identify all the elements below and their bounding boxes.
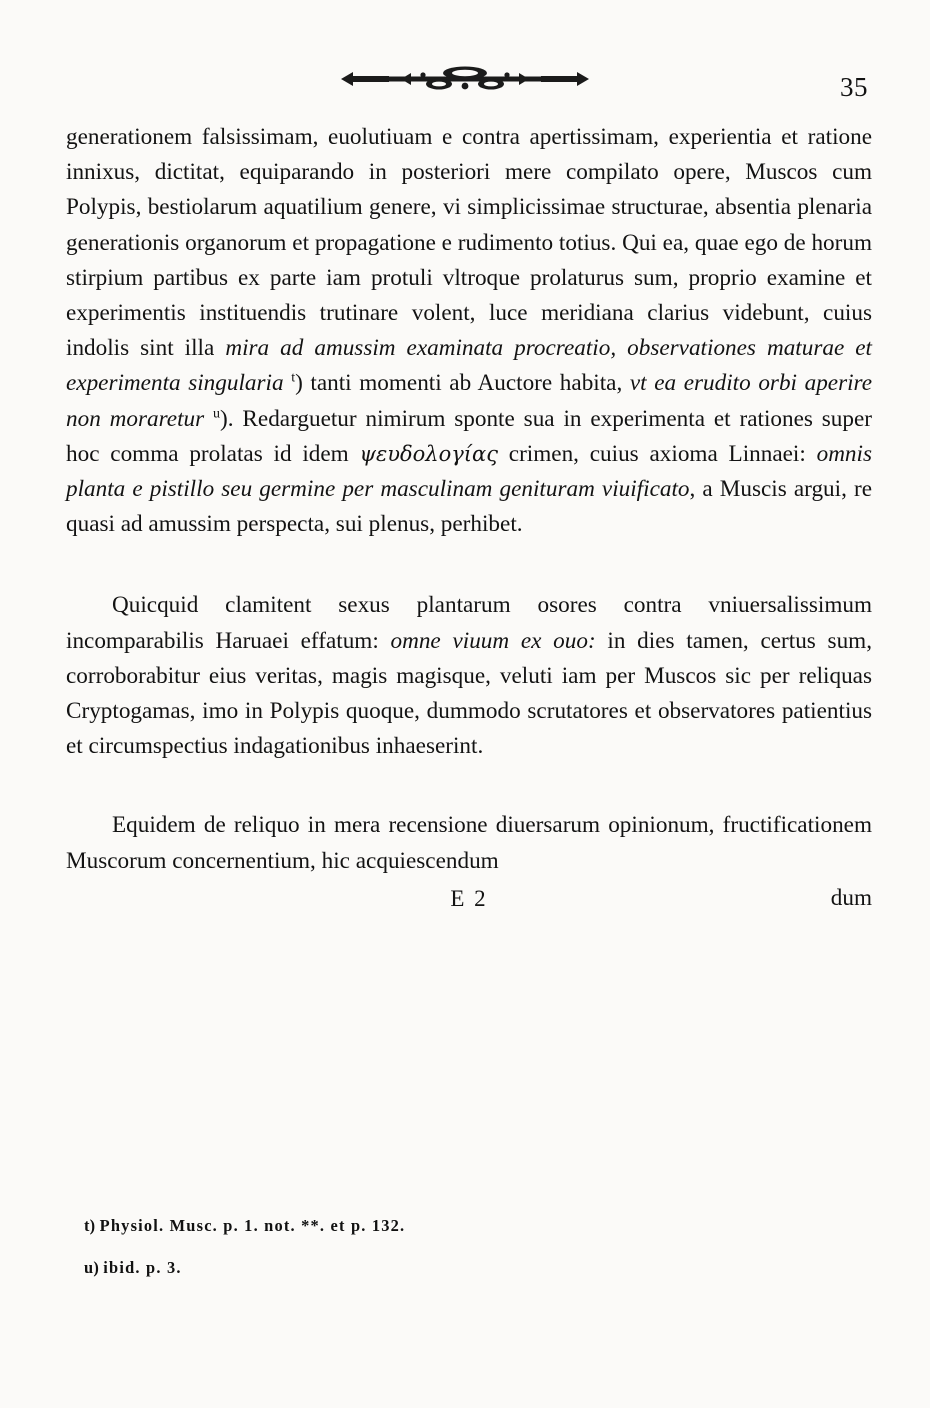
body-text-column	[66, 120, 872, 917]
text-run-italic: omnis planta e pistillo seu germine per masculinam genituram viuificato	[66, 440, 872, 503]
text-run: crimen, cuius axioma Linnaei:	[497, 440, 817, 467]
text-run: Qui ea, quae ego de horum stirpium partibus ex parte iam protuli vltroque prolaturus sum, proprio examine et experimentis instituendis trutinare volent, luce meridiana clarius videbunt, cuius indolis sint illa	[66, 229, 873, 362]
paragraph-3	[66, 808, 872, 878]
text-run: ) tanti momenti ab Auctore habita,	[295, 370, 630, 397]
footnote-mark: u)	[84, 1258, 99, 1277]
decorative-headpiece-ornament	[0, 62, 930, 96]
text-run-italic: vt ea erudito orbi aperire non moraretur	[66, 370, 873, 432]
text-run: ). Redarguetur nimirum sponte sua in experimenta et rationes super hoc comma prolatas id idem	[66, 405, 872, 467]
page-number: 35	[840, 72, 868, 102]
footnote-marker-t: t	[291, 370, 296, 386]
footnote-text: ibid. p. 3.	[103, 1258, 182, 1277]
paragraph-2	[66, 588, 872, 764]
text-run-italic: omne viuum ex ouo:	[390, 627, 596, 654]
footnote-u	[84, 1254, 784, 1282]
paragraph-spacer	[66, 542, 872, 588]
text-run-italic: mira ad amussim examinata procreatio, observationes maturae et experimenta singularia	[66, 335, 873, 397]
footnote-marker-u: u	[213, 405, 221, 421]
footnote-text: Physiol. Musc. p. 1. not. **. et p. 132.	[99, 1216, 406, 1235]
text-run: generationem falsissimam, euolutiuam e contra apertissimam, experientia et ratione innixus, dictitat, equiparando in posteriori mere compilato opere, Muscos cum Polypis, bestiolarum aquatilium genere, vi simplicissimae structurae, absentia plenaria generationis organorum et propagatione e rudimento totius.	[66, 124, 872, 256]
signature-mark: E 2	[450, 885, 488, 911]
text-run: Equidem de reliquo in mera recensione diuersarum opinionum, fructificationem Muscorum concernentium, hic acquiescendum	[66, 812, 872, 874]
greek-phrase: ψευδολογίας	[359, 441, 498, 466]
footnote-mark: t)	[84, 1216, 96, 1235]
footnotes-block	[84, 1212, 784, 1296]
catchword: dum	[830, 884, 872, 911]
text-run: in dies tamen, certus sum, corroborabitur eius veritas, magis magisque, veluti iam per Muscos sic per reliquas Cryptogamas, imo in Polypis quoque, dummodo scrutatores et observatores patientius et circumspectius indagationibus inhaeserint.	[66, 627, 872, 760]
paragraph-spacer-2	[66, 764, 872, 808]
text-run: , a Muscis argui, re quasi ad amussim perspecta, sui plenus, perhibet.	[66, 476, 872, 538]
paragraph-1	[66, 120, 872, 542]
footnote-t	[84, 1212, 784, 1240]
text-run: Quicquid clamitent sexus plantarum osores contra vniuersalissimum incomparabilis Haruaei effatum:	[66, 592, 872, 654]
signature-line	[66, 881, 872, 917]
